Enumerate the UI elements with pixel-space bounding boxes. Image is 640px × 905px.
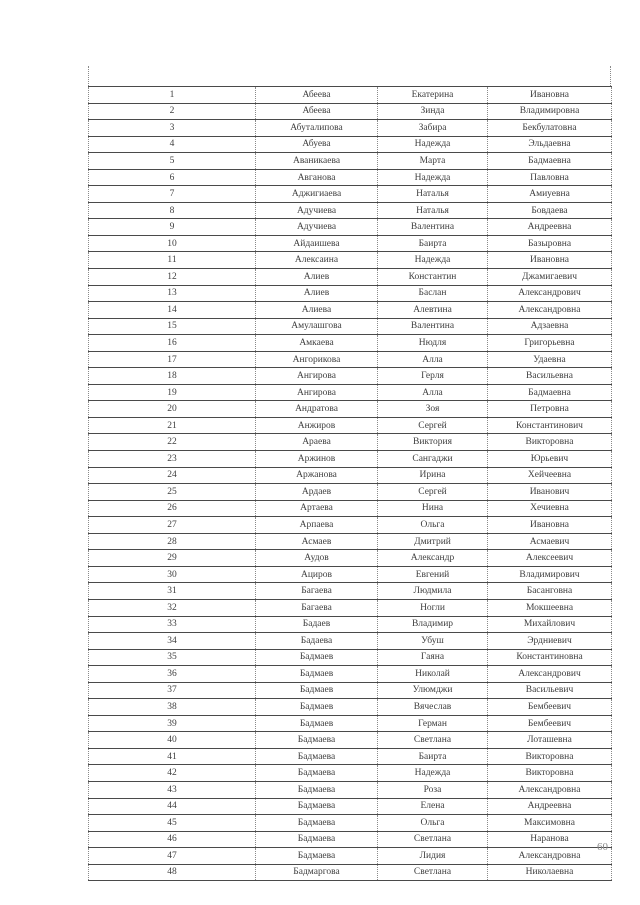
last-name-cell: Бадмаева: [256, 781, 378, 798]
first-name-cell: Убуш: [378, 633, 488, 650]
row-number-cell: 23: [89, 451, 256, 468]
table-row: [89, 848, 612, 865]
first-name-cell: Ногли: [378, 599, 488, 616]
table-row: [89, 302, 612, 319]
table-row: [89, 269, 612, 286]
patronymic-cell: Викторовна: [488, 765, 612, 782]
last-name-cell: Бадмаева: [256, 798, 378, 815]
table-row: [89, 351, 612, 368]
patronymic-cell: Мокшеевна: [488, 599, 612, 616]
first-name-cell: Сергей: [378, 417, 488, 434]
first-name-cell: Роза: [378, 781, 488, 798]
first-name-cell: Екатерина: [378, 87, 488, 104]
patronymic-cell: Адзаевна: [488, 318, 612, 335]
row-number-cell: 47: [89, 848, 256, 865]
patronymic-cell: Александрович: [488, 666, 612, 683]
last-name-cell: Бадаева: [256, 633, 378, 650]
table-row: [89, 368, 612, 385]
row-number-cell: 28: [89, 533, 256, 550]
patronymic-cell: Хечиевна: [488, 500, 612, 517]
row-number-cell: 16: [89, 335, 256, 352]
row-number-cell: 33: [89, 616, 256, 633]
last-name-cell: Андратова: [256, 401, 378, 418]
patronymic-cell: Бовдаева: [488, 202, 612, 219]
table-row: [89, 798, 612, 815]
first-name-cell: Наталья: [378, 202, 488, 219]
first-name-cell: Сангаджи: [378, 451, 488, 468]
first-name-cell: Надежда: [378, 252, 488, 269]
row-number-cell: 38: [89, 699, 256, 716]
first-name-cell: Ольга: [378, 517, 488, 534]
row-number-cell: 44: [89, 798, 256, 815]
table-row: [89, 120, 612, 137]
row-number-cell: 8: [89, 202, 256, 219]
table-row: [89, 285, 612, 302]
patronymic-cell: Григорьевна: [488, 335, 612, 352]
row-number-cell: 42: [89, 765, 256, 782]
row-number-cell: 32: [89, 599, 256, 616]
table-row: [89, 202, 612, 219]
last-name-cell: Аржинов: [256, 451, 378, 468]
row-number-cell: 5: [89, 153, 256, 170]
first-name-cell: Надежда: [378, 169, 488, 186]
row-number-cell: 6: [89, 169, 256, 186]
last-name-cell: Анжиров: [256, 417, 378, 434]
table-row: [89, 401, 612, 418]
table-row: [89, 153, 612, 170]
first-name-cell: Нина: [378, 500, 488, 517]
patronymic-cell: Константинович: [488, 417, 612, 434]
row-number-cell: 19: [89, 384, 256, 401]
first-name-cell: Наталья: [378, 186, 488, 203]
patronymic-cell: Удаевна: [488, 351, 612, 368]
last-name-cell: Адучиева: [256, 219, 378, 236]
patronymic-cell: Джамигаевич: [488, 269, 612, 286]
row-number-cell: 26: [89, 500, 256, 517]
first-name-cell: Дмитрий: [378, 533, 488, 550]
table-row: [89, 417, 612, 434]
first-name-cell: Виктория: [378, 434, 488, 451]
table-row: [89, 599, 612, 616]
row-number-cell: 14: [89, 302, 256, 319]
patronymic-cell: Бембеевич: [488, 699, 612, 716]
first-name-cell: Константин: [378, 269, 488, 286]
first-name-cell: Вячеслав: [378, 699, 488, 716]
first-name-cell: Зинда: [378, 103, 488, 120]
last-name-cell: Бадмаев: [256, 715, 378, 732]
table-row: [89, 434, 612, 451]
last-name-cell: Амулашгова: [256, 318, 378, 335]
first-name-cell: Надежда: [378, 136, 488, 153]
row-number-cell: 13: [89, 285, 256, 302]
table-row: [89, 169, 612, 186]
table-row: [89, 583, 612, 600]
table-top-rule-left: [88, 66, 89, 86]
last-name-cell: Бадмаргова: [256, 864, 378, 881]
patronymic-cell: Александровна: [488, 302, 612, 319]
last-name-cell: Алиев: [256, 269, 378, 286]
patronymic-cell: Иванович: [488, 484, 612, 501]
table-row: [89, 616, 612, 633]
last-name-cell: Аудов: [256, 550, 378, 567]
first-name-cell: Герля: [378, 368, 488, 385]
last-name-cell: Бадмаева: [256, 748, 378, 765]
first-name-cell: Улюмджи: [378, 682, 488, 699]
table-row: [89, 235, 612, 252]
last-name-cell: Багаева: [256, 599, 378, 616]
row-number-cell: 27: [89, 517, 256, 534]
row-number-cell: 2: [89, 103, 256, 120]
first-name-cell: Алевтина: [378, 302, 488, 319]
row-number-cell: 43: [89, 781, 256, 798]
last-name-cell: Бадмаева: [256, 831, 378, 848]
first-name-cell: Александр: [378, 550, 488, 567]
last-name-cell: Бадмаева: [256, 732, 378, 749]
patronymic-cell: Андреевна: [488, 798, 612, 815]
first-name-cell: Владимир: [378, 616, 488, 633]
table-row: [89, 666, 612, 683]
row-number-cell: 35: [89, 649, 256, 666]
first-name-cell: Надежда: [378, 765, 488, 782]
last-name-cell: Ардаев: [256, 484, 378, 501]
table-row: [89, 451, 612, 468]
row-number-cell: 45: [89, 815, 256, 832]
roster-table: [88, 86, 612, 881]
last-name-cell: Авганова: [256, 169, 378, 186]
row-number-cell: 17: [89, 351, 256, 368]
first-name-cell: Баирта: [378, 748, 488, 765]
last-name-cell: Аджигиаева: [256, 186, 378, 203]
patronymic-cell: Васильевна: [488, 368, 612, 385]
table-row: [89, 699, 612, 716]
patronymic-cell: Асмаевич: [488, 533, 612, 550]
last-name-cell: Амкаева: [256, 335, 378, 352]
first-name-cell: Зоя: [378, 401, 488, 418]
last-name-cell: Ангирова: [256, 384, 378, 401]
last-name-cell: Алексаина: [256, 252, 378, 269]
first-name-cell: Валентина: [378, 219, 488, 236]
patronymic-cell: Андреевна: [488, 219, 612, 236]
row-number-cell: 12: [89, 269, 256, 286]
last-name-cell: Бадмаева: [256, 848, 378, 865]
first-name-cell: Валентина: [378, 318, 488, 335]
table-row: [89, 781, 612, 798]
last-name-cell: Бадмаев: [256, 682, 378, 699]
patronymic-cell: Алексеевич: [488, 550, 612, 567]
first-name-cell: Гаяна: [378, 649, 488, 666]
last-name-cell: Аржанова: [256, 467, 378, 484]
row-number-cell: 24: [89, 467, 256, 484]
last-name-cell: Абеева: [256, 103, 378, 120]
patronymic-cell: Александрович: [488, 285, 612, 302]
last-name-cell: Бадмаев: [256, 666, 378, 683]
row-number-cell: 36: [89, 666, 256, 683]
page-number: 60: [597, 841, 608, 853]
row-number-cell: 29: [89, 550, 256, 567]
patronymic-cell: Амиуевна: [488, 186, 612, 203]
patronymic-cell: Викторовна: [488, 748, 612, 765]
table-row: [89, 335, 612, 352]
table-row: [89, 186, 612, 203]
last-name-cell: Артаева: [256, 500, 378, 517]
row-number-cell: 48: [89, 864, 256, 881]
table-row: [89, 864, 612, 881]
row-number-cell: 1: [89, 87, 256, 104]
last-name-cell: Абеева: [256, 87, 378, 104]
last-name-cell: Бадмаева: [256, 815, 378, 832]
row-number-cell: 22: [89, 434, 256, 451]
patronymic-cell: Бекбулатовна: [488, 120, 612, 137]
last-name-cell: Бадаев: [256, 616, 378, 633]
table-top-rule-right: [610, 66, 611, 86]
table-row: [89, 484, 612, 501]
row-number-cell: 46: [89, 831, 256, 848]
last-name-cell: Алиева: [256, 302, 378, 319]
table-row: [89, 533, 612, 550]
last-name-cell: Ангирова: [256, 368, 378, 385]
first-name-cell: Забира: [378, 120, 488, 137]
last-name-cell: Айдаишева: [256, 235, 378, 252]
patronymic-cell: Бембеевич: [488, 715, 612, 732]
row-number-cell: 39: [89, 715, 256, 732]
row-number-cell: 41: [89, 748, 256, 765]
table-row: [89, 649, 612, 666]
first-name-cell: Баирта: [378, 235, 488, 252]
last-name-cell: Бадмаев: [256, 699, 378, 716]
patronymic-cell: Хейчеевна: [488, 467, 612, 484]
patronymic-cell: Басанговна: [488, 583, 612, 600]
first-name-cell: Евгений: [378, 566, 488, 583]
table-row: [89, 566, 612, 583]
row-number-cell: 37: [89, 682, 256, 699]
patronymic-cell: Юрьевич: [488, 451, 612, 468]
table-row: [89, 318, 612, 335]
last-name-cell: Арпаева: [256, 517, 378, 534]
first-name-cell: Марта: [378, 153, 488, 170]
first-name-cell: Нюдля: [378, 335, 488, 352]
patronymic-cell: Владимирович: [488, 566, 612, 583]
patronymic-cell: Эрдниевич: [488, 633, 612, 650]
table-row: [89, 732, 612, 749]
last-name-cell: Бадмаева: [256, 765, 378, 782]
row-number-cell: 30: [89, 566, 256, 583]
patronymic-cell: Лоташевна: [488, 732, 612, 749]
patronymic-cell: Эльдаевна: [488, 136, 612, 153]
patronymic-cell: Александровна: [488, 848, 612, 865]
patronymic-cell: Викторовна: [488, 434, 612, 451]
last-name-cell: Араева: [256, 434, 378, 451]
patronymic-cell: Николаевна: [488, 864, 612, 881]
table-row: [89, 715, 612, 732]
first-name-cell: Ольга: [378, 815, 488, 832]
patronymic-cell: Владимировна: [488, 103, 612, 120]
row-number-cell: 3: [89, 120, 256, 137]
first-name-cell: Людмила: [378, 583, 488, 600]
table-row: [89, 748, 612, 765]
table-row: [89, 252, 612, 269]
table-row: [89, 765, 612, 782]
row-number-cell: 18: [89, 368, 256, 385]
row-number-cell: 40: [89, 732, 256, 749]
row-number-cell: 20: [89, 401, 256, 418]
last-name-cell: Алиев: [256, 285, 378, 302]
patronymic-cell: Бадмаевна: [488, 384, 612, 401]
last-name-cell: Бадмаев: [256, 649, 378, 666]
last-name-cell: Ациров: [256, 566, 378, 583]
first-name-cell: Сергей: [378, 484, 488, 501]
table-row: [89, 831, 612, 848]
first-name-cell: Светлана: [378, 831, 488, 848]
last-name-cell: Аваникаева: [256, 153, 378, 170]
row-number-cell: 31: [89, 583, 256, 600]
last-name-cell: Абуева: [256, 136, 378, 153]
patronymic-cell: Константиновна: [488, 649, 612, 666]
patronymic-cell: Максимовна: [488, 815, 612, 832]
table-row: [89, 682, 612, 699]
row-number-cell: 10: [89, 235, 256, 252]
row-number-cell: 34: [89, 633, 256, 650]
table-row: [89, 500, 612, 517]
patronymic-cell: Павловна: [488, 169, 612, 186]
last-name-cell: Багаева: [256, 583, 378, 600]
patronymic-cell: Наранова: [488, 831, 612, 848]
table-row: [89, 384, 612, 401]
table-row: [89, 136, 612, 153]
table-row: [89, 219, 612, 236]
row-number-cell: 25: [89, 484, 256, 501]
patronymic-cell: Базыровна: [488, 235, 612, 252]
patronymic-cell: Михайлович: [488, 616, 612, 633]
table-row: [89, 517, 612, 534]
table-row: [89, 815, 612, 832]
patronymic-cell: Бадмаевна: [488, 153, 612, 170]
last-name-cell: Абуталипова: [256, 120, 378, 137]
table-row: [89, 87, 612, 104]
first-name-cell: Алла: [378, 351, 488, 368]
row-number-cell: 9: [89, 219, 256, 236]
row-number-cell: 7: [89, 186, 256, 203]
row-number-cell: 4: [89, 136, 256, 153]
last-name-cell: Асмаев: [256, 533, 378, 550]
patronymic-cell: Васильевич: [488, 682, 612, 699]
table-row: [89, 550, 612, 567]
roster-table-body: [89, 87, 612, 881]
first-name-cell: Герман: [378, 715, 488, 732]
last-name-cell: Адучиева: [256, 202, 378, 219]
patronymic-cell: Ивановна: [488, 87, 612, 104]
first-name-cell: Лидия: [378, 848, 488, 865]
table-row: [89, 633, 612, 650]
table-row: [89, 103, 612, 120]
row-number-cell: 11: [89, 252, 256, 269]
patronymic-cell: Петровна: [488, 401, 612, 418]
first-name-cell: Николай: [378, 666, 488, 683]
row-number-cell: 15: [89, 318, 256, 335]
table-row: [89, 467, 612, 484]
first-name-cell: Светлана: [378, 732, 488, 749]
patronymic-cell: Ивановна: [488, 252, 612, 269]
patronymic-cell: Ивановна: [488, 517, 612, 534]
first-name-cell: Елена: [378, 798, 488, 815]
first-name-cell: Ирина: [378, 467, 488, 484]
last-name-cell: Ангорикова: [256, 351, 378, 368]
first-name-cell: Светлана: [378, 864, 488, 881]
patronymic-cell: Александровна: [488, 781, 612, 798]
row-number-cell: 21: [89, 417, 256, 434]
first-name-cell: Баслан: [378, 285, 488, 302]
first-name-cell: Алла: [378, 384, 488, 401]
